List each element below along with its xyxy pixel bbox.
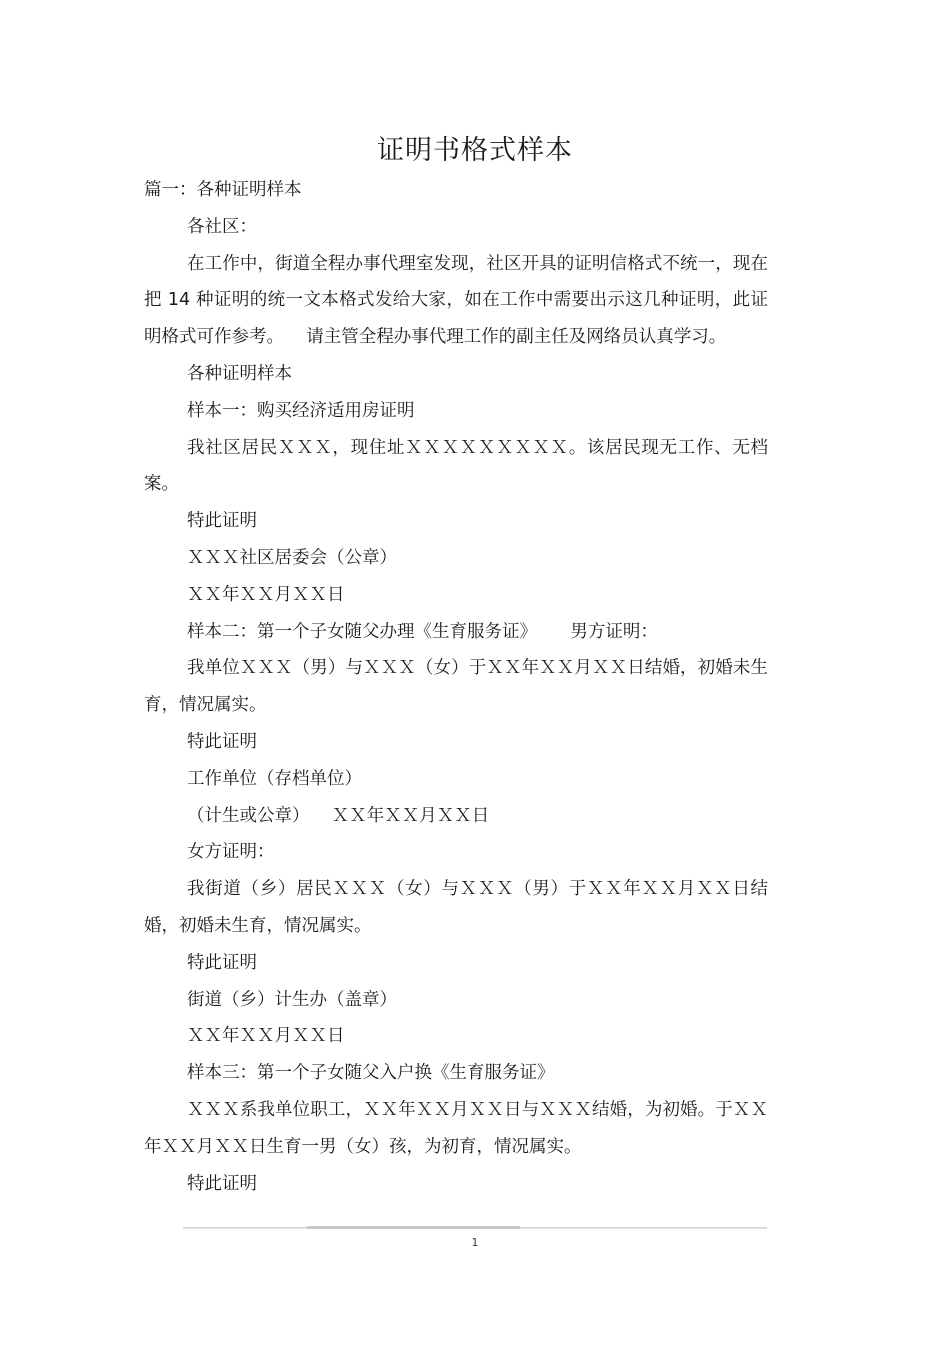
paragraph: 街道（乡）计生办（盖章）	[187, 989, 397, 1010]
paragraph: 各社区：	[187, 216, 257, 237]
paragraph: 样本三：第一个子女随父入户换《生育服务证》	[187, 1063, 555, 1084]
paragraph: 特此证明	[187, 952, 257, 973]
paragraph: 我社区居民ＸＸＸ，现住址ＸＸＸＸＸＸＸＸＸ。该居民现无工作、无档案。	[144, 437, 768, 495]
page-number: 1	[471, 1236, 479, 1249]
paragraph: ＸＸＸ系我单位职工，ＸＸ年ＸＸ月ＸＸ日与ＸＸＸ结婚，为初婚。于ＸＸ年ＸＸ月ＸＸ日生育一男（女）孩，为初育，情况属实。	[144, 1099, 768, 1157]
paragraph: （计生或公章） ＸＸ年ＸＸ月ＸＸ日	[187, 805, 490, 826]
paragraph: 我单位ＸＸＸ（男）与ＸＸＸ（女）于ＸＸ年ＸＸ月ＸＸ日结婚，初婚未生育，情况属实。	[144, 658, 768, 716]
paragraph: 特此证明	[187, 511, 257, 532]
paragraph: ＸＸ年ＸＸ月ＸＸ日	[187, 584, 345, 605]
document-title: 证明书格式样本	[377, 135, 573, 166]
paragraph: 各种证明样本	[187, 363, 292, 384]
paragraph: 样本一：购买经济适用房证明	[187, 400, 415, 421]
paragraph: 女方证明：	[187, 842, 275, 863]
paragraph: ＸＸ年ＸＸ月ＸＸ日	[187, 1026, 345, 1047]
paragraph: 特此证明	[187, 731, 257, 752]
document-body	[144, 172, 768, 1202]
footer-divider-accent	[307, 1226, 520, 1229]
paragraph: 工作单位（存档单位）	[187, 768, 362, 789]
paragraph: 篇一：各种证明样本	[144, 180, 302, 200]
paragraph: ＸＸＸ社区居委会（公章）	[187, 547, 397, 568]
paragraph: 样本二：第一个子女随父办理《生育服务证》 男方证明：	[187, 621, 658, 642]
paragraph: 我街道（乡）居民ＸＸＸ（女）与ＸＸＸ（男）于ＸＸ年ＸＸ月ＸＸ日结婚，初婚未生育，情况属实。	[144, 879, 768, 936]
paragraph: 在工作中，街道全程办事代理室发现，社区开具的证明信格式不统一，现在把 14 种证明的统一文本格式发给大家，如在工作中需要出示这几种证明，此证明格式可作参考。 请主管全程办事代理工作的副主任及网络员认真学习。	[144, 253, 768, 348]
paragraph: 特此证明	[187, 1173, 257, 1194]
